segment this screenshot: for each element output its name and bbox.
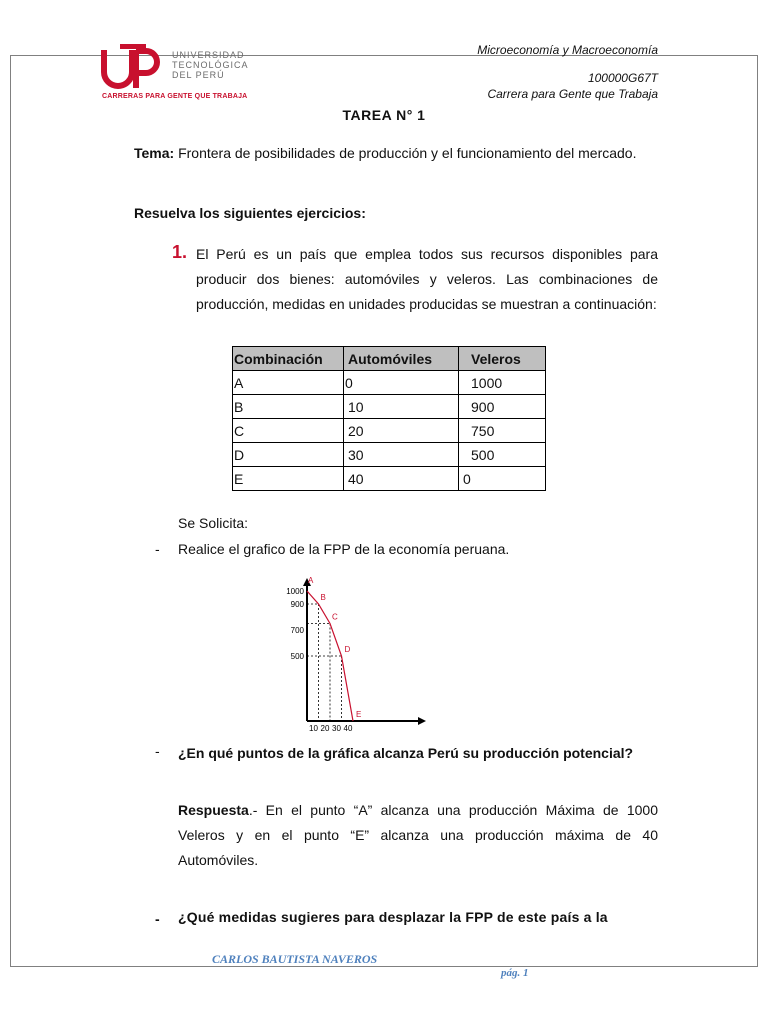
table-cell: 30 xyxy=(344,443,459,467)
university-line: DEL PERÚ xyxy=(172,70,225,80)
table-cell: B xyxy=(233,395,344,419)
table-cell: E xyxy=(233,467,344,491)
table-cell: 500 xyxy=(459,443,546,467)
bullet-dash: - xyxy=(155,911,160,927)
course-code: 100000G67T xyxy=(587,71,658,85)
table-header: Veleros xyxy=(459,347,546,371)
footer-page-number: pág. 1 xyxy=(501,967,529,979)
y-tick-label: 700 xyxy=(290,626,304,635)
y-tick-label: 900 xyxy=(290,600,304,609)
x-axis-arrow xyxy=(418,717,426,725)
table-row xyxy=(233,371,546,395)
table-cell: 0 xyxy=(459,467,546,491)
table-cell: 10 xyxy=(344,395,459,419)
bullet-dash: - xyxy=(155,541,160,557)
point-label: D xyxy=(344,645,351,654)
university-line: UNIVERSIDAD xyxy=(172,50,245,60)
table-header: Automóviles xyxy=(344,347,459,371)
x-tick-label: 30 xyxy=(332,724,341,733)
footer-author: CARLOS BAUTISTA NAVEROS xyxy=(212,952,378,966)
x-tick-label: 40 xyxy=(343,724,353,733)
page-title: TAREA N° 1 xyxy=(342,107,426,123)
table-header-row xyxy=(233,347,546,371)
tema-paragraph xyxy=(111,141,674,166)
ppf-chart xyxy=(270,576,440,736)
table-cell: 40 xyxy=(344,467,459,491)
table-cell: 1000 xyxy=(459,371,546,395)
table-cell: 20 xyxy=(344,419,459,443)
answer-label: Respuesta xyxy=(178,802,249,818)
y-tick-label: 1000 xyxy=(286,587,304,596)
tema-text: Frontera de posibilidades de producción y el funcionamiento del mercado. xyxy=(174,145,637,161)
table-row xyxy=(233,467,546,491)
table-cell: 0 xyxy=(344,371,459,395)
university-line: TECNOLÓGICA xyxy=(172,60,249,70)
point-label: C xyxy=(332,612,338,622)
table-cell: D xyxy=(233,443,344,467)
point-label: A xyxy=(308,576,314,585)
table-cell: 900 xyxy=(459,395,546,419)
point-label: B xyxy=(320,593,326,602)
career-name: Carrera para Gente que Trabaja xyxy=(487,87,658,101)
bullet-dash: - xyxy=(155,743,160,759)
bullet-text: Realice el grafico de la FPP de la economía peruana. xyxy=(178,541,510,557)
solicita-label: Se Solicita: xyxy=(178,515,249,531)
x-tick-label: 20 xyxy=(320,724,330,733)
logo-tagline: CARRERAS PARA GENTE QUE TRABAJA xyxy=(102,93,248,100)
answer-paragraph xyxy=(178,798,658,873)
question-text: ¿Qué medidas sugieres para desplazar la FPP de este país a la xyxy=(178,909,608,925)
university-name xyxy=(172,50,249,80)
y-tick-label: 500 xyxy=(290,652,304,661)
point-label: E xyxy=(356,710,362,719)
table-row xyxy=(233,395,546,419)
production-table xyxy=(232,346,546,491)
instructions-heading: Resuelva los siguientes ejercicios: xyxy=(134,205,366,221)
answer-text: .- En el punto “A” alcanza una producción Máxima de 1000 Veleros y en el punto “E” alcanza una producción máxima de 40 Automóviles. xyxy=(178,802,658,868)
course-name: Microeconomía y Macroeconomía xyxy=(477,43,658,57)
exercise-text: El Perú es un país que emplea todos sus recursos disponibles para producir dos bienes: automóviles y veleros. Las combinaciones de producción, medidas en unidades producidas se muestran a continuación: xyxy=(196,246,658,312)
table-row xyxy=(233,419,546,443)
table-cell: A xyxy=(233,371,344,395)
question-text: ¿En qué puntos de la gráfica alcanza Perú su producción potencial? xyxy=(178,745,634,761)
x-tick-label: 10 xyxy=(309,724,318,733)
tema-label: Tema: xyxy=(134,145,175,161)
table-header: Combinación xyxy=(233,347,344,371)
table-cell: 750 xyxy=(459,419,546,443)
table-row xyxy=(233,443,546,467)
table-cell: C xyxy=(233,419,344,443)
exercise-number: 1. xyxy=(172,242,188,262)
